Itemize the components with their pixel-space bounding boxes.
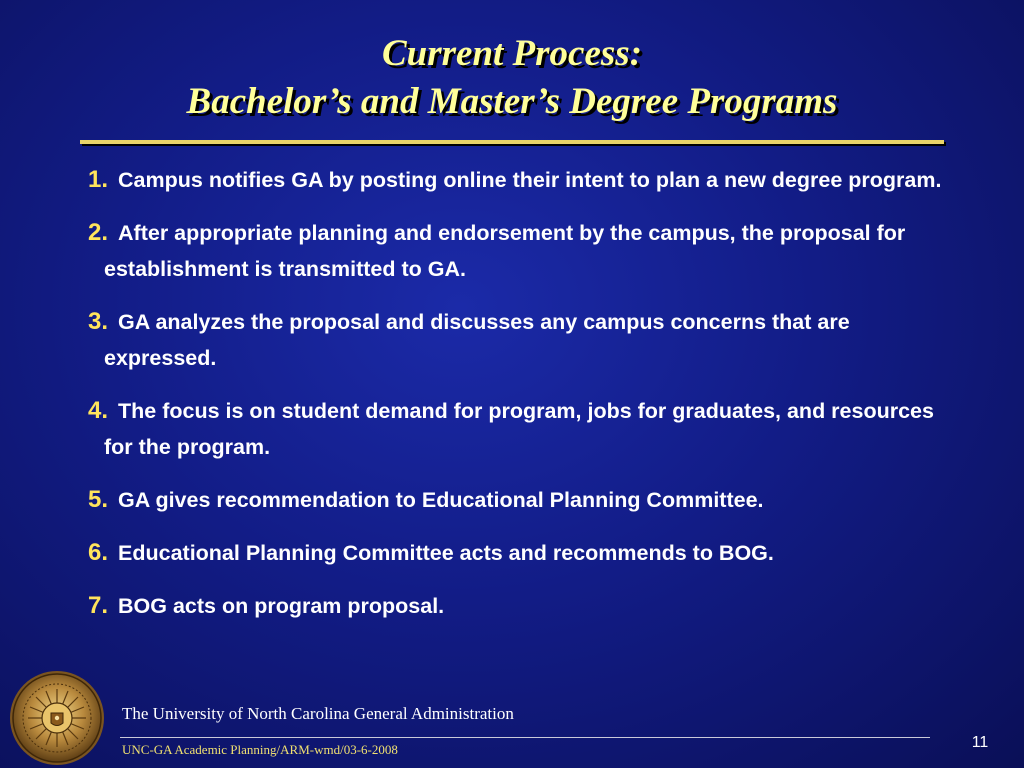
step-text: The focus is on student demand for program, jobs for graduates, and resources for the program. — [104, 399, 934, 459]
title-line-1: Current Process: — [381, 33, 643, 74]
process-step-5 — [88, 482, 948, 518]
page-number: 11 — [971, 734, 989, 751]
step-number: 1. — [88, 166, 109, 193]
step-number: 5. — [88, 486, 109, 513]
step-number: 7. — [88, 592, 109, 619]
process-step-1 — [88, 162, 948, 198]
process-step-3 — [88, 304, 948, 376]
university-seal-icon — [8, 669, 106, 767]
process-step-6 — [88, 535, 948, 571]
step-number: 2. — [88, 219, 109, 246]
step-text: Educational Planning Committee acts and recommends to BOG. — [118, 541, 774, 565]
step-text: BOG acts on program proposal. — [118, 594, 445, 618]
step-text: Campus notifies GA by posting online their intent to plan a new degree program. — [118, 168, 942, 192]
title-line-2: Bachelor’s and Master’s Degree Programs — [186, 81, 838, 122]
step-number: 4. — [88, 397, 109, 424]
footer-divider — [120, 737, 930, 738]
footer-meta: UNC-GA Academic Planning/ARM-wmd/03-6-2008 — [122, 742, 398, 757]
footer-organization: The University of North Carolina General Administration — [122, 704, 514, 723]
step-text: After appropriate planning and endorsement by the campus, the proposal for establishment is transmitted to GA. — [104, 221, 906, 281]
step-text: GA gives recommendation to Educational Planning Committee. — [118, 488, 764, 512]
slide-title — [40, 30, 984, 126]
step-number: 6. — [88, 539, 109, 566]
process-step-7 — [88, 588, 948, 624]
process-step-4 — [88, 393, 948, 465]
process-steps-list — [88, 162, 948, 641]
step-number: 3. — [88, 308, 109, 335]
step-text: GA analyzes the proposal and discusses any campus concerns that are expressed. — [104, 310, 850, 370]
title-divider — [80, 140, 944, 144]
process-step-2 — [88, 215, 948, 287]
